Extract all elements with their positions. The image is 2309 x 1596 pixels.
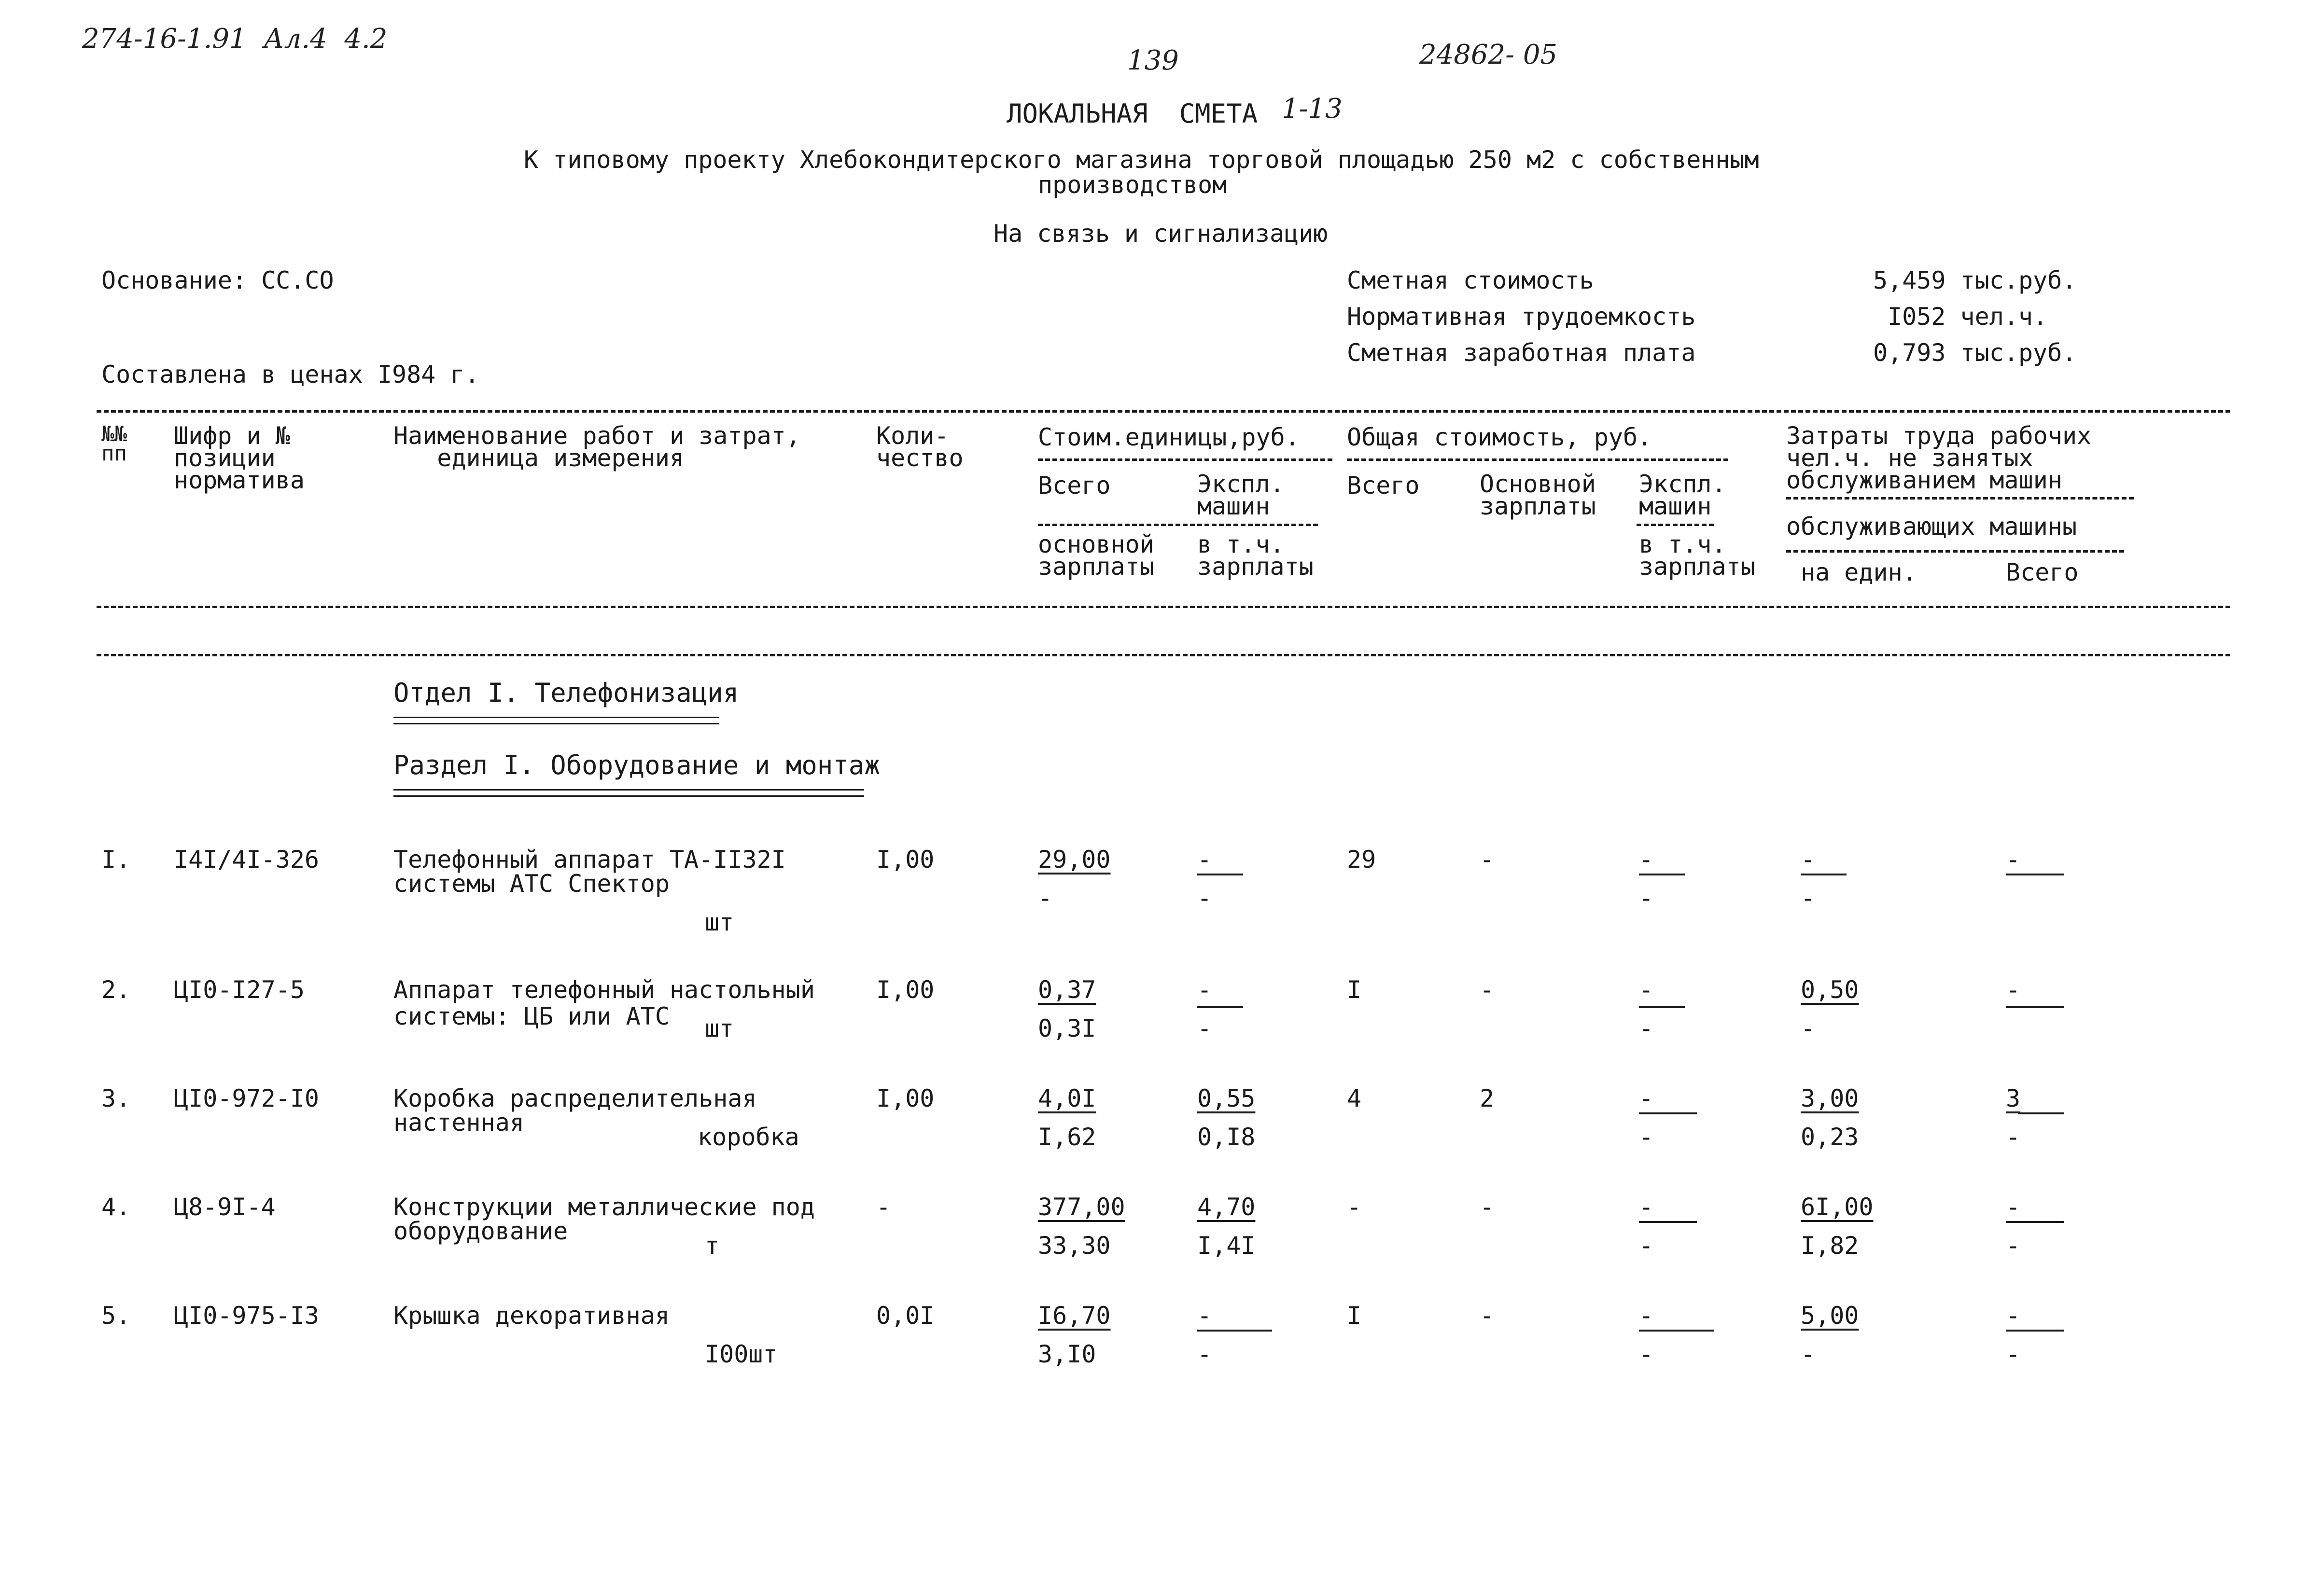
unit-cost-midrule: [1038, 524, 1318, 526]
row-2-total-wage: -: [1480, 976, 1495, 1004]
col-header-total-total: Всего: [1347, 472, 1420, 500]
row-2-code: ЦI0-I27-5: [174, 976, 305, 1004]
row-5-unit-total: I6,70: [1038, 1302, 1111, 1330]
row-3-labor-total-service: -: [2006, 1123, 2021, 1151]
row-2-quantity: I,00: [876, 976, 935, 1004]
col-header-labor: Затраты труда рабочих чел.ч. не занятых обслуживанием машин: [1786, 422, 2092, 494]
row-4-labor-unit-service: I,82: [1801, 1232, 1859, 1260]
row-3-total-machines-underline: [1639, 1112, 1697, 1114]
row-2-unit-machine-wage: -: [1197, 1014, 1212, 1042]
subtitle-line-2: производством: [1038, 171, 1227, 199]
col-header-labor-per-unit: на един.: [1801, 558, 1917, 586]
row-4-unit-wage: 33,30: [1038, 1232, 1111, 1260]
department-double-underline: [393, 717, 719, 724]
section-title: Раздел I. Оборудование и монтаж: [393, 750, 880, 780]
row-1-name-line2: системы АТС Спектор: [393, 870, 670, 898]
row-2-unit-total: 0,37: [1038, 976, 1096, 1004]
row-5-total-machines: -: [1639, 1302, 1654, 1330]
summary-label-cost: Сметная стоимость: [1347, 266, 1594, 294]
row-5-name-line1: Крышка декоративная: [393, 1302, 670, 1330]
handwritten-archive-code: 274-16-1.91 Ал.4 4.2: [82, 23, 388, 55]
section-double-underline: [393, 789, 864, 797]
row-1-total-machines-underline: [1639, 874, 1685, 875]
row-4-name-line2: оборудование: [393, 1217, 568, 1245]
row-4-total: -: [1347, 1193, 1362, 1221]
row-4-total-machines-underline: [1639, 1221, 1697, 1223]
row-1-unit-machines-underline: [1197, 874, 1243, 875]
row-3-labor-total: 3: [2006, 1084, 2021, 1112]
row-1-quantity: I,00: [876, 846, 935, 874]
labor-subrule-2: [1786, 550, 2124, 553]
row-3-labor-unit: 3,00: [1801, 1084, 1859, 1112]
row-2-labor-total-underline: [2006, 1006, 2064, 1008]
col-header-unit-machine-wage: в т.ч. зарплаты: [1197, 530, 1314, 581]
row-5-unit-machines: -: [1197, 1302, 1212, 1330]
handwritten-page-number: 139: [1127, 45, 1179, 76]
row-1-total-wage: -: [1480, 846, 1495, 874]
row-2-total-machine-wage: -: [1639, 1014, 1654, 1042]
col-header-total-cost: Общая стоимость, руб.: [1347, 423, 1652, 451]
row-1-unit-machine-wage: -: [1197, 884, 1212, 912]
row-4-labor-total-service: -: [2006, 1232, 2021, 1260]
row-5-total: I: [1347, 1302, 1362, 1330]
estimate-purpose: На связь и сигнализацию: [994, 220, 1328, 248]
row-5-total-machines-underline: [1639, 1330, 1714, 1332]
row-3-labor-unit-service: 0,23: [1801, 1123, 1859, 1151]
col-header-labor-machine-service: обслуживающих машины: [1786, 513, 2077, 541]
unit-cost-subrule: [1038, 458, 1332, 461]
row-5-unit-machine-wage: -: [1197, 1340, 1212, 1368]
row-5-code: ЦI0-975-I3: [174, 1302, 320, 1330]
row-1-unit-machines: -: [1197, 846, 1212, 874]
row-3-unit-total: 4,0I: [1038, 1084, 1096, 1112]
row-2-labor-total: -: [2006, 976, 2021, 1004]
row-5-labor-total-service: -: [2006, 1340, 2021, 1368]
col-header-total-wage: Основной зарплаты: [1480, 470, 1596, 520]
department-title: Отдел I. Телефонизация: [393, 678, 739, 708]
price-level-note: Составлена в ценах I984 г.: [101, 361, 479, 389]
row-3-labor-total-underline: [2018, 1112, 2064, 1114]
row-1-labor-total: -: [2006, 846, 2021, 874]
row-5-labor-unit: 5,00: [1801, 1302, 1859, 1330]
row-3-name-line2: настенная: [393, 1109, 524, 1137]
row-2-unit-machines-underline: [1197, 1006, 1243, 1008]
row-1-unit-wage: -: [1038, 884, 1053, 912]
row-5-number: 5.: [101, 1302, 131, 1330]
basis-label: Основание: СС.СО: [101, 266, 334, 294]
total-cost-subrule: [1347, 458, 1728, 461]
row-3-code: ЦI0-972-I0: [174, 1084, 320, 1112]
table-body-rule: [97, 654, 2230, 656]
row-2-labor-unit: 0,50: [1801, 976, 1859, 1004]
row-2-name-line2: системы: ЦБ или АТС: [393, 1002, 670, 1030]
row-3-unit-machines: 0,55: [1197, 1084, 1256, 1112]
row-2-unit: шт: [705, 1014, 734, 1042]
row-5-total-wage: -: [1480, 1302, 1495, 1330]
row-1-total: 29: [1347, 846, 1376, 874]
row-4-unit: т: [705, 1232, 720, 1260]
row-1-total-machine-wage: -: [1639, 884, 1654, 912]
col-header-total-machines: Экспл. машин: [1639, 470, 1726, 520]
row-2-total: I: [1347, 976, 1362, 1004]
row-5-total-machine-wage: -: [1639, 1340, 1654, 1368]
document-title: ЛОКАЛЬНАЯ СМЕТА: [1007, 98, 1258, 129]
row-2-labor-unit-service: -: [1801, 1014, 1816, 1042]
col-header-total-machine-wage: в т.ч. зарплаты: [1639, 530, 1755, 581]
col-header-unit-total: Всего: [1038, 472, 1111, 500]
row-5-unit-machines-underline: [1197, 1330, 1272, 1332]
row-3-total: 4: [1347, 1084, 1362, 1112]
summary-value-cost: 5,459 тыс.руб.: [1873, 266, 2077, 294]
row-5-labor-total-underline: [2006, 1330, 2064, 1332]
subtitle-line-1: К типовому проекту Хлебокондитерского магазина торговой площадью 250 м2 с собственным: [524, 146, 1759, 174]
row-4-code: Ц8-9I-4: [174, 1193, 276, 1221]
header-bottom-rule: [97, 606, 2230, 608]
row-2-number: 2.: [101, 976, 131, 1004]
row-5-labor-unit-service: -: [1801, 1340, 1816, 1368]
row-1-total-machines: -: [1639, 846, 1654, 874]
row-4-labor-total: -: [2006, 1193, 2021, 1221]
row-3-total-wage: 2: [1480, 1084, 1495, 1112]
labor-subrule-1: [1786, 497, 2134, 500]
col-header-quantity: Коли- чество: [876, 422, 964, 472]
row-4-total-wage: -: [1480, 1193, 1495, 1221]
total-mach-midrule: [1637, 524, 1714, 526]
row-4-number: 4.: [101, 1193, 131, 1221]
row-1-code: I4I/4I-326: [174, 846, 320, 874]
col-header-name: Наименование работ и затрат, единица измерения: [393, 422, 800, 472]
row-1-unit-total: 29,00: [1038, 846, 1111, 874]
row-4-unit-machines: 4,70: [1197, 1193, 1256, 1221]
row-1-name-line1: Телефонный аппарат ТА-II32I: [393, 846, 786, 874]
row-2-name-line1: Аппарат телефонный настольный: [393, 976, 815, 1004]
row-1-unit: шт: [705, 908, 734, 936]
header-top-rule: [97, 410, 2230, 413]
row-4-unit-machine-wage: I,4I: [1197, 1232, 1256, 1260]
row-1-labor-total-underline: [2006, 874, 2064, 875]
row-1-labor-unit: -: [1801, 846, 1816, 874]
row-4-labor-unit: 6I,00: [1801, 1193, 1874, 1221]
row-2-unit-machines: -: [1197, 976, 1212, 1004]
handwritten-document-number: 24862- 05: [1419, 39, 1558, 70]
row-4-unit-total: 377,00: [1038, 1193, 1125, 1221]
row-3-unit-wage: I,62: [1038, 1123, 1096, 1151]
row-1-labor-unit-underline: [1801, 874, 1847, 875]
row-3-name-line1: Коробка распределительная: [393, 1084, 757, 1112]
row-5-unit-wage: 3,I0: [1038, 1340, 1096, 1368]
row-3-quantity: I,00: [876, 1084, 935, 1112]
row-3-unit-machine-wage: 0,I8: [1197, 1123, 1256, 1151]
row-5-unit: I00шт: [705, 1340, 778, 1368]
handwritten-estimate-number: 1-13: [1282, 93, 1343, 125]
row-1-labor-unit-service: -: [1801, 884, 1816, 912]
row-4-quantity: -: [876, 1193, 891, 1221]
row-4-name-line1: Конструкции металлические под: [393, 1193, 815, 1221]
row-2-unit-wage: 0,3I: [1038, 1014, 1096, 1042]
col-header-unit-machines: Экспл. машин: [1197, 470, 1285, 520]
col-header-number: №№ пп: [101, 422, 127, 466]
summary-label-wages: Сметная заработная плата: [1347, 339, 1696, 367]
summary-label-labor: Нормативная трудоемкость: [1347, 303, 1696, 331]
row-4-labor-total-underline: [2006, 1221, 2064, 1223]
row-3-unit: коробка: [698, 1123, 799, 1151]
col-header-labor-total: Всего: [2006, 558, 2079, 586]
row-3-total-machine-wage: -: [1639, 1123, 1654, 1151]
row-1-number: I.: [101, 846, 131, 874]
col-header-unit-wage: основной зарплаты: [1038, 530, 1154, 581]
summary-value-wages: 0,793 тыс.руб.: [1873, 339, 2077, 367]
col-header-code: Шифр и № позиции норматива: [174, 422, 305, 494]
row-2-total-machines: -: [1639, 976, 1654, 1004]
row-5-quantity: 0,0I: [876, 1302, 935, 1330]
row-2-total-machines-underline: [1639, 1006, 1685, 1008]
row-3-total-machines: -: [1639, 1084, 1654, 1112]
row-4-total-machines: -: [1639, 1193, 1654, 1221]
row-5-labor-total: -: [2006, 1302, 2021, 1330]
row-3-number: 3.: [101, 1084, 131, 1112]
col-header-unit-cost: Стоим.единицы,руб.: [1038, 423, 1300, 451]
row-4-total-machine-wage: -: [1639, 1232, 1654, 1260]
summary-value-labor: I052 чел.ч.: [1888, 303, 2048, 331]
